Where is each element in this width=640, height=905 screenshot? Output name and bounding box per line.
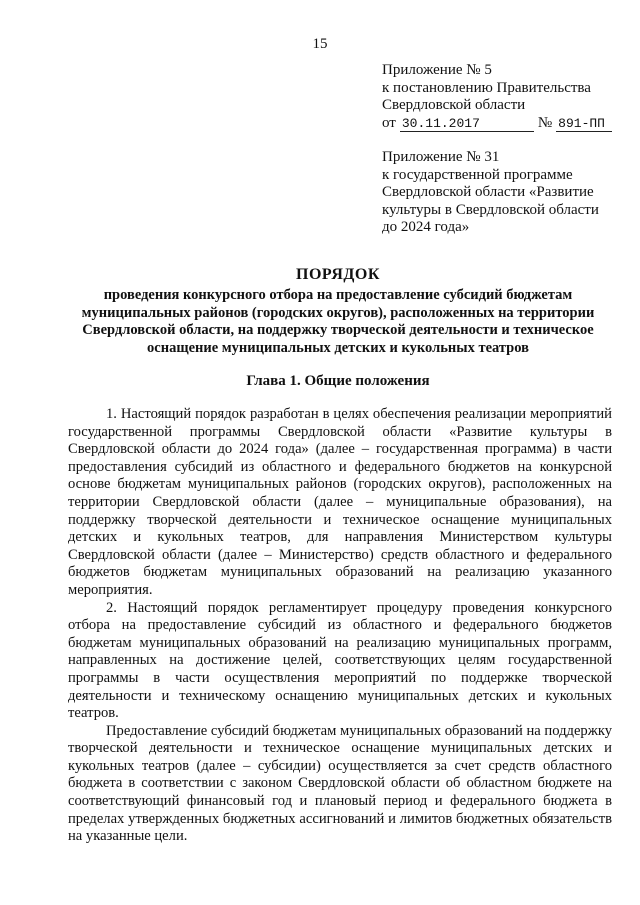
paragraph: 2. Настоящий порядок регламентирует процедуру проведения конкурсного отбора на предоставление субсидий из областного и федерального бюджетов бюджетам муниципальных образований на реализацию муниципальных программ, направленных на достижение целей, соответствующих целям государственной программы в части осуществления мероприятий по поддержке творческой деятельности и техническому оснащению муниципальных детских и кукольных театров. <box>68 599 612 722</box>
appendix-line: до 2024 года» <box>382 219 470 235</box>
appendix-block-resolution <box>382 62 622 132</box>
paragraph: 1. Настоящий порядок разработан в целях обеспечения реализации мероприятий государственной программы Свердловской области «Развитие культуры в Свердловской области до 2024 года» (далее – государственная программа) в части предоставления субсидий из областного и федерального бюджетов на конкурсной основе бюджетам муниципальных районов (городских округов), расположенных на территории Свердловской области (далее – муниципальные образования), на поддержку творческой деятельности и техническое оснащение муниципальных детских и кукольных театров, для направления Министерством культуры Свердловской области (далее – Министерство) средств областного и федерального бюджетов бюджетам муниципальных образований на реализацию указанного мероприятия. <box>68 406 612 598</box>
paragraph: Предоставление субсидий бюджетам муниципальных образований на поддержку творческой деятельности и техническое оснащение муниципальных детских и кукольных театров (далее – субсидии) осуществляется за счет средств областного бюджета в соответствии с законом Свердловской области об областном бюджете на соответствующий финансовый год и плановый период и федерального бюджета в пределах утвержденных бюджетных ассигнований и лимитов бюджетных обязательств на указанные цели. <box>68 722 612 845</box>
appendix-line: культуры в Свердловской области <box>382 201 599 218</box>
document-title: ПОРЯДОК <box>296 266 380 283</box>
document-body <box>68 406 612 846</box>
appendix-date-line <box>382 115 622 133</box>
appendix-line: Свердловской области <box>382 97 526 113</box>
number-prefix: № <box>537 114 553 131</box>
resolution-number: 891-ПП <box>556 117 612 132</box>
appendix-line: Свердловской области «Развитие <box>382 184 594 200</box>
appendix-line: к постановлению Правительства <box>382 79 591 96</box>
appendix-line: к государственной программе <box>382 166 573 183</box>
appendix-line: Приложение № 31 <box>382 149 500 165</box>
chapter-heading: Глава 1. Общие положения <box>246 373 430 389</box>
appendix-block-program <box>382 149 622 237</box>
document-subtitle: проведения конкурсного отбора на предоставление субсидий бюджетам муниципальных районов (городских округов), расположенных на территории Свердловской области, на поддержку творческой деятельности и техническое оснащение муниципальных детских и кукольных театров <box>81 287 595 356</box>
resolution-date: 30.11.2017 <box>400 117 534 132</box>
page-number: 15 <box>312 36 328 52</box>
document-title-block <box>60 266 616 357</box>
appendix-line: Приложение № 5 <box>382 62 492 78</box>
date-prefix: от <box>382 114 396 131</box>
